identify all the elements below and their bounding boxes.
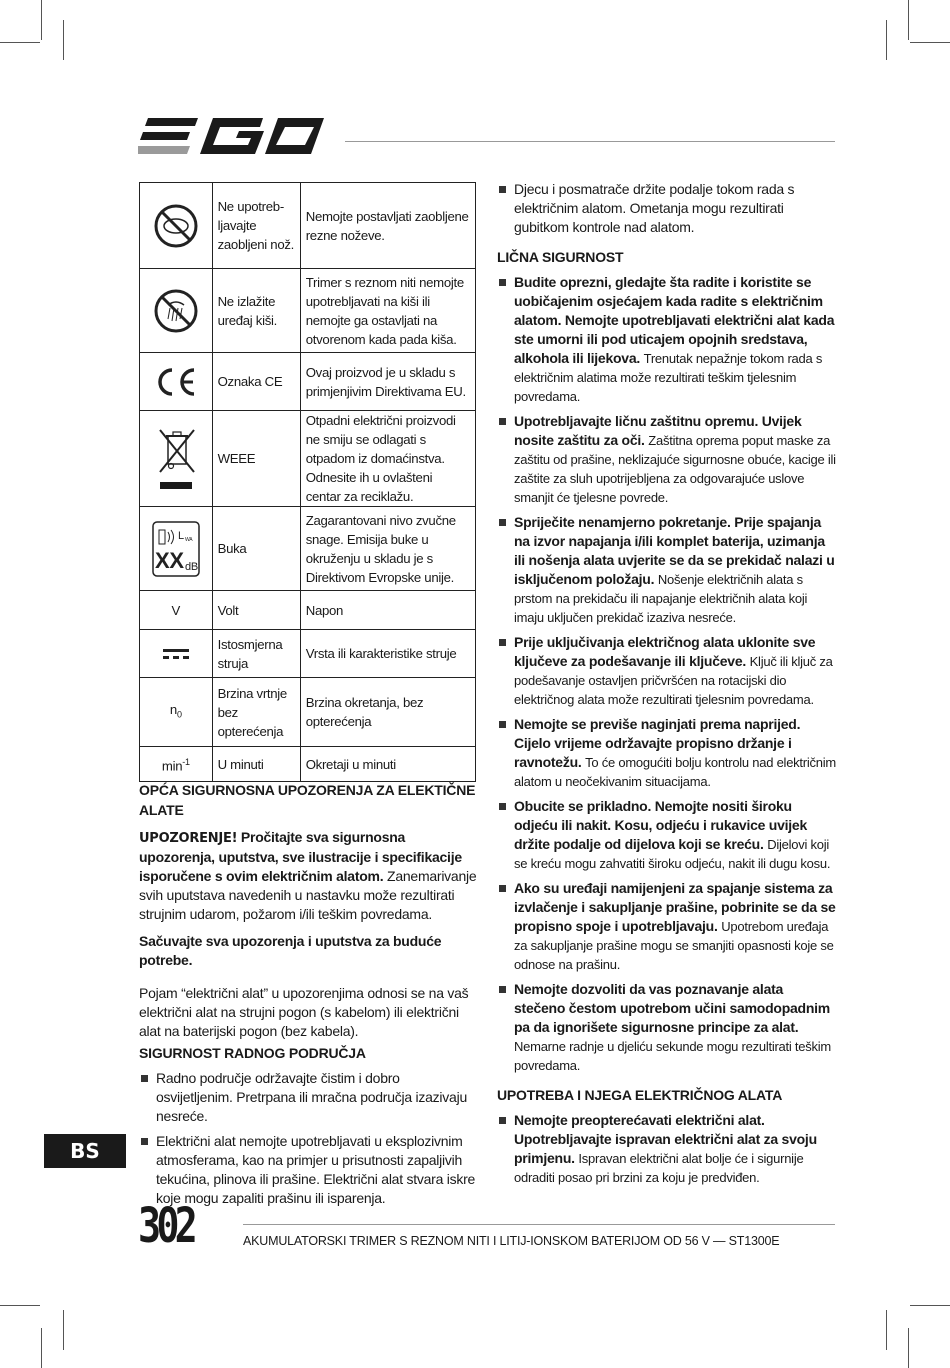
item-bold-text: Nemojte dozvoliti da vas poznavanje alata stečeno čestom upotrebom učini samodopadnim pa da ignorišete sigurnosne principe za alat. (514, 981, 830, 1035)
symbol-name: WEEE (212, 411, 300, 507)
item-text: To će omogućiti bolju kontrolu nad električnim alatom u neočekivanim situacijama. (514, 755, 836, 789)
table-row (140, 269, 476, 353)
symbol-cell (140, 183, 213, 269)
symbol-name: Ne izlažite uređaj kiši. (212, 269, 300, 353)
work-area-list (139, 1069, 479, 1208)
term-definition: Pojam “električni alat” u upozorenjima odnosi se na vaš električni alat na strujni pogon (s kabelom) ili električni alat na baterijski pogon (bez kabela). (139, 985, 469, 1039)
list-item (497, 879, 837, 974)
noise-xx-label: XX (154, 547, 184, 573)
section-heading-personal: LIČNA SIGURNOST (497, 249, 624, 265)
item-bold-text: Spriječite nenamjerno pokretanje. Prije spajanja na izvor napajanja i/ili komplet baterija, uzimanja ili nošenja alata uvjerite se da se prekidač nalazi u isključenom položaju. (514, 514, 835, 587)
list-item (497, 980, 837, 1075)
noise-db-label: dB (184, 560, 198, 573)
item-bold-text: Budite oprezni, gledajte šta radite i koristite se uobičajenim osjećajem kada radite s električnim alatom. Nemojte upotrebljavati električni alat kada ste umorni ili pod uticajem opojnih sredstava, alkohola ili lijekova. (514, 274, 835, 366)
footer-rule (243, 1224, 835, 1225)
item-bold-text: Nemojte preopterećavati električni alat. Upotrebljavajte ispravan električni alat za svoju primjenu. (514, 1112, 817, 1166)
item-bold-text: Ako su uređaji namijenjeni za spajanje sistema za izvlačenje i sakupljanje prašine, pobrinite se da se propisno spoje i upotrebljavaju. (514, 880, 836, 934)
symbol-text: min (161, 758, 183, 774)
item-text: Nemarne radnje u djeliću sekunde mogu rezultirati teškim povredama. (514, 1039, 831, 1073)
noise-l-label: L (177, 529, 184, 542)
symbol-text: n (169, 701, 177, 717)
tool-use-list (497, 1111, 837, 1187)
symbol-subscript: 0 (176, 709, 182, 720)
table-row (140, 591, 476, 630)
list-item: Električni alat nemojte upotrebljavati u eksplozivnim atmosferama, kao na primjer u prisutnosti zapaljivih tekućina, plinova ili prašine. Električni alat stvara iskre koje mogu zapaliti prašinu ili isparenja. (139, 1132, 479, 1208)
list-item (497, 273, 837, 406)
list-item (497, 513, 837, 627)
list-item: Radno područje održavajte čistim i dobro osvijetljenim. Pretrpana ili mračna područja izazivaju nesreće. (139, 1069, 479, 1126)
ce-mark-icon (154, 367, 198, 397)
section-heading-work-area: SIGURNOST RADNOG PODRUČJA (139, 1045, 366, 1061)
table-row (140, 747, 476, 782)
no-blade-icon (153, 203, 199, 249)
item-text: Trenutak nepažnje tokom rada s električnim alatima može rezultirati teškim tjelesnim povredama. (514, 351, 823, 404)
warning-paragraph (139, 828, 479, 924)
list-item (497, 715, 837, 791)
symbol-cell (140, 507, 213, 591)
warning-bold-text: Pročitajte sva sigurnosna upozorenja, uputstva, sve ilustracije i specifikacije isporučene s ovim električnim alatom. (139, 829, 462, 884)
item-bold-text: Nemojte se previše naginjati prema naprijed. Cijelo vrijeme održavajte propisno držanje i ravnotežu. (514, 716, 801, 770)
item-text: Ispravan električni alat bolje će i sigurnije odraditi posao pri brzini za koju je predviđen. (514, 1151, 804, 1185)
symbol-table (139, 182, 476, 782)
crop-mark (908, 0, 909, 40)
symbol-cell (140, 353, 213, 411)
crop-mark (910, 42, 950, 43)
crop-mark (910, 1305, 950, 1306)
left-column (139, 780, 479, 1216)
symbol-cell: V (140, 591, 213, 630)
table-row (140, 678, 476, 747)
crop-mark (908, 1328, 909, 1368)
item-text: Dijelovi koji se kreću mogu zahvatiti široku odjeću, nakit ili dugu kosu. (514, 837, 831, 871)
symbol-cell (140, 630, 213, 678)
item-text: Nošenje električnih alata s prstom na prekidaču ili napajanje električnih alata koji imaju uključen prekidač izaziva nesreće. (514, 572, 808, 625)
ego-logo (138, 118, 328, 162)
table-row (140, 353, 476, 411)
table-row (140, 507, 476, 591)
right-column (497, 180, 837, 1195)
symbol-cell (140, 678, 213, 747)
warning-text: Zanemarivanje svih uputstava navedenih u nastavku može rezultirati strujnim udarom, požarom i/ili teškim povredama. (139, 868, 477, 922)
symbol-name: U minuti (212, 747, 300, 782)
work-area-list-continued (497, 180, 837, 237)
item-text: Upotrebom uređaja za sakupljanje prašine mogu se smanjiti opasnosti koje se odnose na prašinu. (514, 919, 834, 972)
direct-current-icon (162, 647, 190, 661)
symbol-description: Vrsta ili karakteristike struje (300, 630, 475, 678)
crop-mark (886, 20, 887, 60)
symbol-cell (140, 411, 213, 507)
crop-mark (0, 42, 40, 43)
symbol-cell (140, 747, 213, 782)
item-text: Zaštitna oprema poput maske za zaštitu od prašine, neklizajuće sigurnosne obuće, kacige ili zaštite za sluh upotrijebljena za odgovarajuće uslove smanjit će tjelesne povrede. (514, 433, 836, 505)
symbol-superscript: -1 (182, 756, 190, 767)
item-bold-text: Prije uključivanja električnog alata uklonite sve ključeve za podešavanje ili ključeve. (514, 634, 816, 669)
crop-mark (886, 1310, 887, 1350)
symbol-description: Ovaj proizvod je u skladu s primjenjivim Direktivama EU. (300, 353, 475, 411)
save-instructions: Sačuvajte sva upozorenja i uputstva za buduće potrebe. (139, 933, 442, 968)
section-heading-general: OPĆA SIGURNOSNA UPOZORENJA ZA ELEKTIČNE ALATE (139, 782, 476, 818)
footer-text: AKUMULATORSKI TRIMER S REZNOM NITI I LITIJ-IONSKOM BATERIJOM OD 56 V — ST1300E (243, 1234, 780, 1248)
noise-wa-label: WA (184, 536, 193, 543)
crop-mark (63, 1310, 64, 1350)
personal-safety-list (497, 273, 837, 1075)
symbol-description: Okretaji u minuti (300, 747, 475, 782)
crop-mark (41, 1328, 42, 1368)
crop-mark (0, 1305, 40, 1306)
list-item (497, 1111, 837, 1187)
table-row (140, 183, 476, 269)
symbol-name: Buka (212, 507, 300, 591)
item-bold-text: Obucite se prikladno. Nemojte nositi široku odjeću ili nakit. Kosu, odjeću i rukavice uvijek držite podalje od dijelova koji se kreću. (514, 798, 807, 852)
symbol-description: Zagarantovani nivo zvučne snage. Emisija buke u okruženju u skladu je s Direktivom Evropske unije. (300, 507, 475, 591)
crop-mark (63, 20, 64, 60)
table-row (140, 630, 476, 678)
table-row (140, 411, 476, 507)
noise-level-icon (151, 520, 201, 578)
list-item (497, 797, 837, 873)
symbol-name: Oznaka CE (212, 353, 300, 411)
symbol-name: Volt (212, 591, 300, 630)
language-tab: BS (44, 1134, 126, 1168)
symbol-name: Ne upotreb-ljavajte zaobljeni nož. (212, 183, 300, 269)
section-heading-tool-use: UPOTREBA I NJEGA ELEKTRIČNOG ALATA (497, 1087, 783, 1103)
list-item: Djecu i posmatrače držite podalje tokom rada s električnim alatom. Ometanja mogu rezultirati gubitkom kontrole nad alatom. (497, 180, 837, 237)
list-item (497, 633, 837, 709)
no-rain-icon (153, 288, 199, 334)
symbol-cell (140, 269, 213, 353)
symbol-description: Napon (300, 591, 475, 630)
symbol-description: Brzina okretanja, bez opterećenja (300, 678, 475, 747)
symbol-description: Nemojte postavljati zaobljene rezne noževe. (300, 183, 475, 269)
symbol-description: Trimer s reznom niti nemojte upotrebljavati na kiši ili nemojte ga ostavljati na otvorenom kada pada kiša. (300, 269, 475, 353)
weee-bin-icon (154, 426, 198, 492)
symbol-name: Brzina vrtnje bez opterećenja (212, 678, 300, 747)
crop-mark (41, 0, 42, 40)
symbol-description: Otpadni električni proizvodi ne smiju se odlagati s otpadom iz domaćinstva. Odnesite ih u ovlašteni centar za reciklažu. (300, 411, 475, 507)
header-rule (345, 141, 835, 142)
item-bold-text: Upotrebljavajte ličnu zaštitnu opremu. Uvijek nosite zaštitu za oči. (514, 413, 802, 448)
warning-label: UPOZORENJE! (139, 831, 238, 846)
page-number: 302 (138, 1198, 193, 1254)
item-text: Ključ ili ključ za podešavanje ostavljen pričvršćen na rotacijski dio električnog alata može rezultirati tjelesnim povredama. (514, 654, 833, 707)
list-item (497, 412, 837, 507)
symbol-name: Istosmjerna struja (212, 630, 300, 678)
